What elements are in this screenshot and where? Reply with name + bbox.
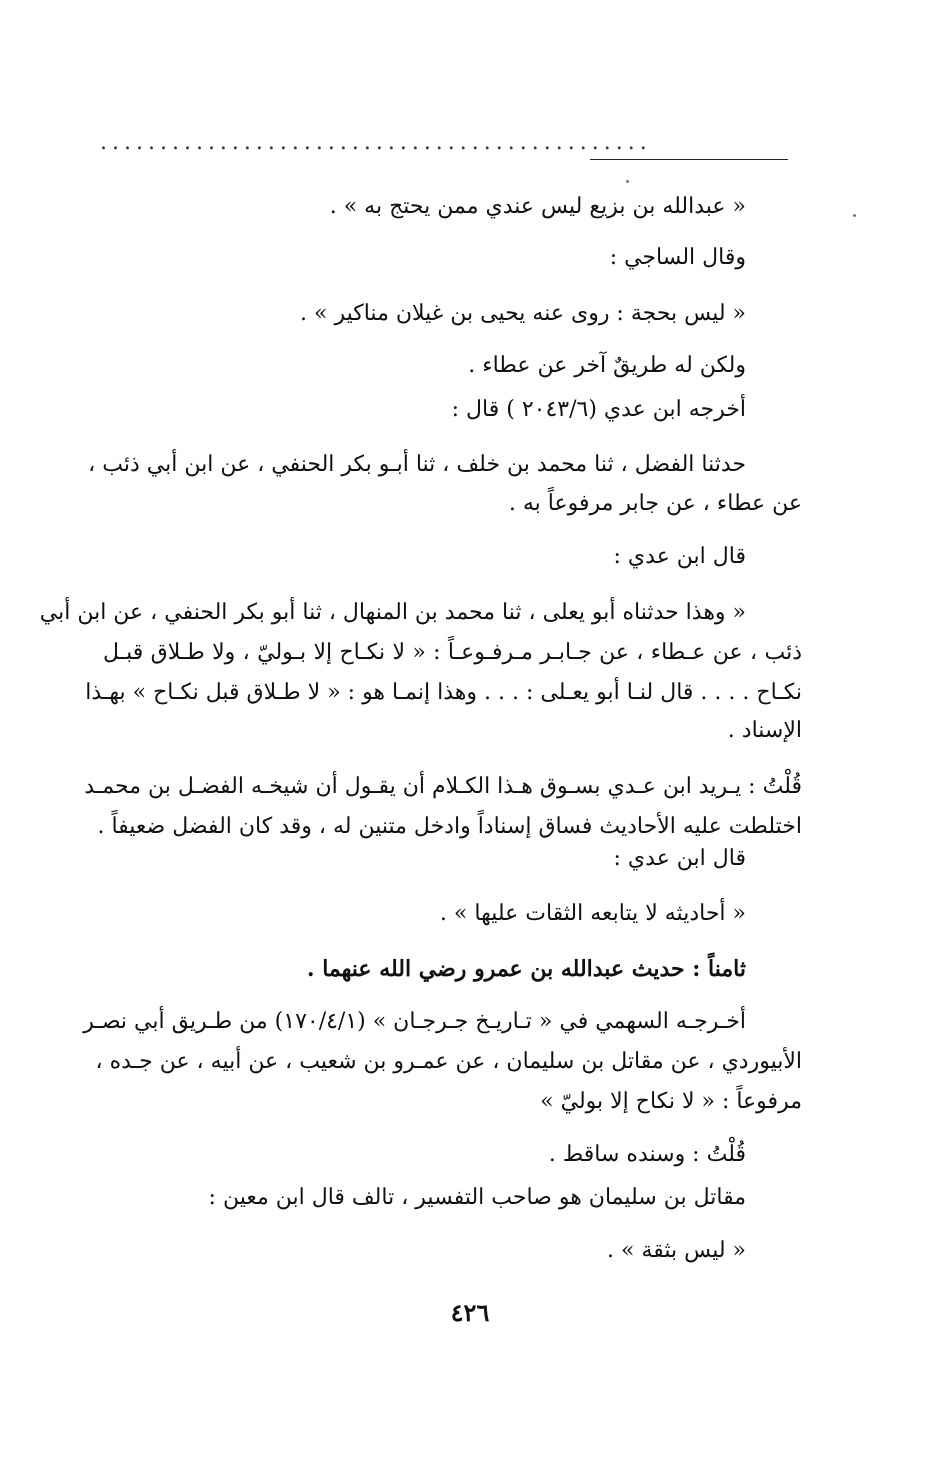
text-line: قال ابن عدي :	[613, 846, 746, 871]
text-line: « أحاديثه لا يتابعه الثقات عليها » .	[439, 901, 746, 926]
dotted-separator: ..............................................	[100, 130, 652, 155]
text-line: ولكن له طريقٌ آخر عن عطاء .	[468, 353, 746, 378]
text-line: « وهذا حدثناه أبو يعلى ، ثنا محمد بن المنهال ، ثنا أبو بكر الحنفي ، عن ابن أبي	[39, 600, 746, 625]
text-line: اختلطت عليه الأحاديث فساق إسناداً وادخل متنين له ، وقد كان الفضل ضعيفاً .	[97, 814, 802, 839]
text-line: الإسناد .	[727, 718, 802, 743]
text-line: « ليس بحجة : روى عنه يحيى بن غيلان مناكير » .	[300, 301, 746, 326]
text-line: ذئب ، عن عـطاء ، عن جـابـر مـرفـوعـاً : « لا نكـاح إلا بـوليّ ، ولا طـلاق قبـل	[103, 640, 802, 665]
text-line: أخرجه ابن عدي (٢٠٤٣/٦ ) قال :	[451, 397, 746, 422]
text-line: قال ابن عدي :	[613, 544, 746, 569]
page-number: ٤٢٦	[450, 1298, 490, 1327]
text-line: حدثنا الفضل ، ثنا محمد بن خلف ، ثنا أبـو بكر الحنفي ، عن ابن أبي ذئب ،	[88, 452, 746, 477]
scan-speck	[626, 180, 629, 183]
scan-speck	[853, 214, 856, 217]
text-line: « ليس بثقة » .	[607, 1238, 746, 1263]
text-line: مقاتل بن سليمان هو صاحب التفسير ، تالف قال ابن معين :	[208, 1185, 746, 1210]
text-line: أخـرجـه السهمي في « تـاريـخ جـرجـان » (١٧٠/٤/١) من طـريق أبي نصـر	[83, 1009, 746, 1034]
text-line: « عبدالله بن بزيع ليس عندي ممن يحتج به » .	[329, 194, 746, 219]
text-line: الأبيوردي ، عن مقاتل بن سليمان ، عن عمـرو بن شعيب ، عن أبيه ، عن جـده ،	[95, 1049, 802, 1074]
text-line: قُلْتُ : وسنده ساقط .	[548, 1142, 746, 1167]
text-line: قُلْتُ : يـريد ابن عـدي بسـوق هـذا الكـلام أن يقـول أن شيخـه الفضـل بن محمـد	[84, 774, 802, 799]
text-line: وقال الساجي :	[609, 245, 746, 270]
section-heading: ثامناً : حديث عبدالله بن عمرو رضي الله عنهما .	[306, 956, 746, 982]
text-line: عن عطاء ، عن جابر مرفوعاً به .	[508, 491, 802, 516]
footnote-rule	[590, 159, 788, 160]
text-line: مرفوعاً : « لا نكاح إلا بوليّ »	[540, 1089, 802, 1114]
text-line: نكـاح . . . . قال لنـا أبو يعـلى : . . . وهذا إنمـا هو : « لا طـلاق قبل نكـاح » بهـذا	[85, 680, 802, 705]
